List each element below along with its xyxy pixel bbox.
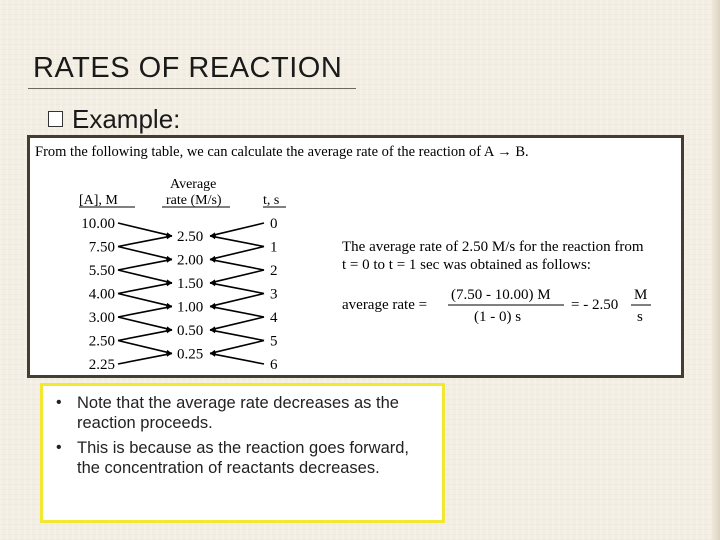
formula-unit-denominator: s bbox=[637, 309, 643, 325]
example-label: Example: bbox=[72, 103, 181, 134]
rate-value: 2.00 bbox=[177, 252, 204, 269]
time-value: 2 bbox=[270, 263, 278, 279]
diff-arrow-line bbox=[118, 353, 172, 364]
diff-arrow-line bbox=[210, 270, 264, 283]
rate-column bbox=[177, 229, 203, 362]
diff-arrow-line bbox=[118, 247, 172, 260]
note-item bbox=[55, 393, 430, 433]
diff-arrow-line bbox=[210, 294, 264, 307]
concentration-column bbox=[81, 216, 115, 373]
header-rate-line2: rate (M/s) bbox=[166, 193, 222, 208]
diff-arrow-line bbox=[118, 317, 172, 330]
diff-arrow-line bbox=[118, 330, 172, 341]
diff-arrow-line bbox=[118, 283, 172, 294]
title-underline bbox=[28, 88, 356, 89]
time-value: 1 bbox=[270, 239, 278, 256]
example-bullet bbox=[48, 104, 180, 134]
diff-arrow-line bbox=[118, 259, 172, 270]
explanation-line-2: t = 0 to t = 1 sec was obtained as follows: bbox=[342, 257, 591, 273]
header-concentration: [A], M bbox=[79, 193, 118, 208]
time-value: 4 bbox=[270, 310, 278, 326]
time-value: 5 bbox=[270, 333, 278, 350]
diff-arrow-line bbox=[210, 247, 264, 260]
slide-title: RATES OF REACTION bbox=[33, 52, 343, 84]
diff-arrow-line bbox=[210, 306, 264, 317]
concentration-value: 4.00 bbox=[88, 286, 115, 303]
note-item bbox=[55, 438, 430, 478]
diff-arrow-line bbox=[210, 259, 264, 270]
rate-value: 2.50 bbox=[177, 228, 204, 245]
time-value: 3 bbox=[270, 286, 278, 303]
time-value: 0 bbox=[270, 216, 278, 232]
time-column bbox=[270, 216, 278, 373]
formula-label: average rate = bbox=[342, 297, 428, 313]
example-image bbox=[30, 138, 681, 375]
header-rate-line1: Average bbox=[170, 177, 217, 192]
note-box bbox=[40, 383, 445, 523]
diff-arrow-line bbox=[210, 283, 264, 294]
formula-unit-numerator: M bbox=[634, 287, 648, 303]
diff-arrow-line bbox=[210, 330, 264, 341]
formula-denominator: (1 - 0) s bbox=[474, 309, 522, 325]
formula-numerator: (7.50 - 10.00) M bbox=[451, 287, 551, 303]
concentration-value: 10.00 bbox=[81, 216, 115, 232]
note-list bbox=[55, 393, 430, 478]
rate-value: 1.50 bbox=[177, 275, 204, 292]
intro-text: From the following table, we can calculate the average rate of the reaction of A → B. bbox=[35, 144, 529, 160]
rate-value: 0.50 bbox=[177, 322, 204, 339]
note-text: Note that the average rate decreases as the reaction proceeds. bbox=[77, 394, 399, 432]
diff-arrow-line bbox=[118, 341, 172, 354]
diff-arrow-line bbox=[210, 353, 264, 364]
formula-result: = - 2.50 bbox=[571, 297, 619, 313]
rate-table-figure bbox=[30, 138, 681, 375]
diff-arrow-line bbox=[210, 317, 264, 330]
header-time: t, s bbox=[263, 193, 280, 208]
note-text: This is because as the reaction goes forward, the concentration of reactants decreases. bbox=[77, 439, 410, 477]
time-value: 6 bbox=[270, 357, 278, 373]
concentration-value: 2.50 bbox=[88, 333, 115, 350]
diff-arrow-line bbox=[118, 223, 172, 236]
diff-arrow-line bbox=[118, 294, 172, 307]
concentration-value: 5.50 bbox=[88, 263, 115, 279]
bullet-dot-icon: • bbox=[56, 394, 62, 411]
diff-arrow-line bbox=[210, 223, 264, 236]
concentration-value: 2.25 bbox=[88, 357, 115, 373]
rate-value: 1.00 bbox=[177, 299, 204, 316]
rate-value: 0.25 bbox=[177, 346, 204, 363]
example-image-frame bbox=[27, 135, 684, 378]
concentration-value: 3.00 bbox=[88, 310, 115, 326]
checkbox-bullet-icon bbox=[48, 111, 63, 127]
diff-arrow-line bbox=[118, 306, 172, 317]
concentration-value: 7.50 bbox=[88, 239, 115, 256]
diff-arrow-line bbox=[210, 341, 264, 354]
diff-arrow-line bbox=[118, 236, 172, 247]
diff-arrow-line bbox=[210, 236, 264, 247]
diff-arrow-line bbox=[118, 270, 172, 283]
bullet-dot-icon: • bbox=[56, 439, 62, 456]
explanation-line-1: The average rate of 2.50 M/s for the reaction from bbox=[342, 239, 644, 255]
slide-edge bbox=[712, 0, 720, 540]
